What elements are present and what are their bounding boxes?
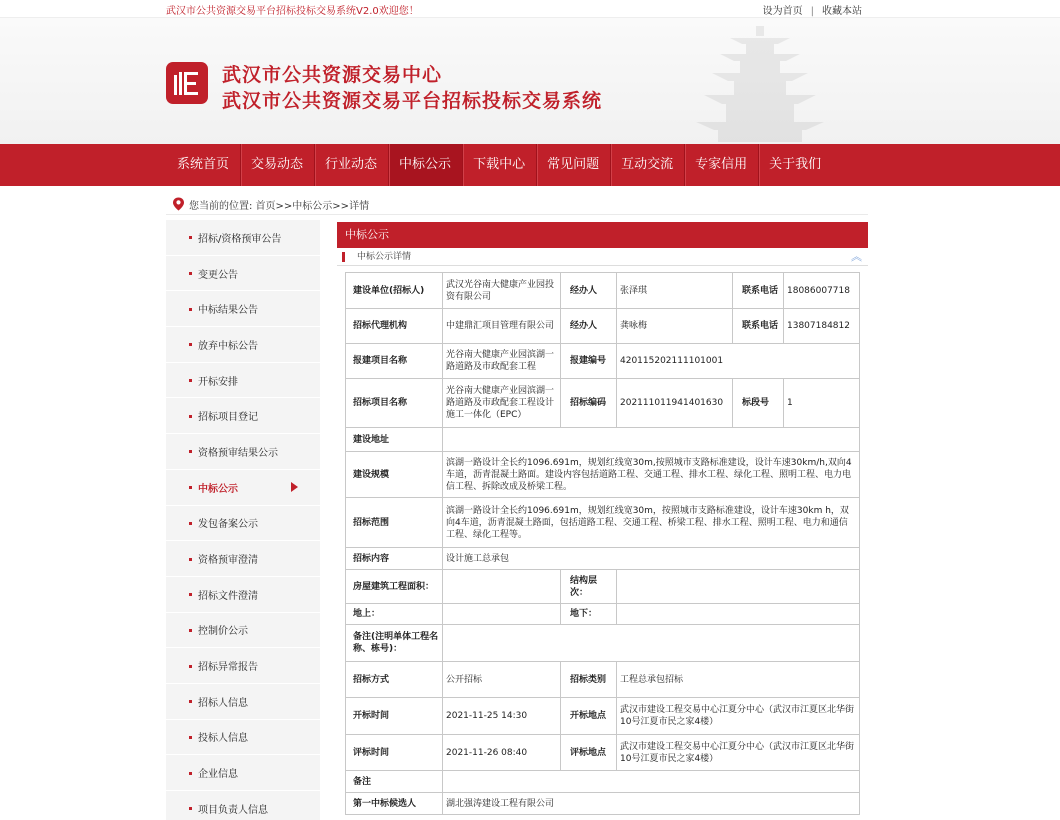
bullet-icon (189, 665, 192, 668)
nav-item[interactable]: 中标公示 (388, 144, 462, 186)
label-cell: 地下： (561, 604, 617, 625)
nav-item[interactable]: 关于我们 (758, 144, 832, 186)
sidebar-item[interactable] (166, 577, 320, 613)
table-row (346, 309, 860, 344)
sidebar-item-label: 发包备案公示 (198, 519, 258, 531)
sidebar-item[interactable] (166, 541, 320, 577)
value-cell: 中建鼎汇项目管理有限公司 (443, 309, 561, 344)
label-cell: 开标地点 (561, 698, 617, 735)
main-nav-items (166, 144, 832, 186)
label-cell: 联系电话 (733, 309, 784, 344)
sidebar-item[interactable] (166, 648, 320, 684)
sidebar (166, 220, 320, 820)
top-bar (0, 0, 1060, 18)
value-cell: 张泽琪 (617, 273, 733, 309)
sidebar-item-label: 放弃中标公告 (198, 340, 258, 352)
table-row (346, 452, 860, 498)
label-cell: 备注(注明单体工程名称、栋号)： (346, 625, 443, 662)
site-header (0, 18, 1060, 144)
table-row (346, 793, 860, 815)
value-cell (443, 625, 860, 662)
bullet-icon (189, 308, 192, 311)
bullet-icon (189, 236, 192, 239)
label-cell: 评标地点 (561, 735, 617, 771)
value-cell: 湖北强涛建设工程有限公司 (443, 793, 860, 815)
value-cell (617, 570, 860, 604)
breadcrumb-divider (166, 214, 868, 215)
table-row (346, 570, 860, 604)
table-row (346, 498, 860, 548)
label-cell: 备注 (346, 771, 443, 793)
sidebar-item-label: 招标人信息 (198, 697, 248, 709)
bullet-icon (189, 807, 192, 810)
set-home-link[interactable]: 设为首页 (762, 6, 803, 17)
sidebar-item-label: 变更公告 (198, 269, 238, 281)
sidebar-item-label: 资格预审澄清 (198, 555, 258, 567)
label-cell: 开标时间 (346, 698, 443, 735)
value-cell (443, 570, 561, 604)
table-row (346, 344, 860, 379)
label-cell: 建设地址 (346, 428, 443, 452)
bullet-icon (189, 450, 192, 453)
top-links (763, 2, 862, 17)
nav-item[interactable]: 互动交流 (610, 144, 684, 186)
main-nav (0, 144, 1060, 186)
nav-item[interactable]: 交易动态 (240, 144, 314, 186)
label-cell: 招标项目名称 (346, 379, 443, 428)
sidebar-item-label: 投标人信息 (198, 733, 248, 745)
value-cell: 设计施工总承包 (443, 548, 860, 570)
sidebar-item[interactable] (166, 720, 320, 756)
table-row (346, 771, 860, 793)
value-cell: 420115202111101001 (617, 344, 860, 379)
bullet-icon (189, 700, 192, 703)
value-cell: 工程总承包招标 (617, 662, 860, 698)
bullet-icon (189, 379, 192, 382)
label-cell: 招标类别 (561, 662, 617, 698)
label-cell: 招标编码 (561, 379, 617, 428)
main-content (337, 222, 868, 820)
welcome-text: 武汉市公共资源交易平台招标投标交易系统V2.0欢迎您！ (166, 6, 419, 17)
value-cell: 龚咏梅 (617, 309, 733, 344)
label-cell: 标段号 (733, 379, 784, 428)
sidebar-item-label: 企业信息 (198, 769, 238, 781)
label-cell: 经办人 (561, 309, 617, 344)
double-chevron-up-icon[interactable]: ︽ (851, 250, 862, 263)
value-cell (443, 428, 860, 452)
site-logo[interactable] (166, 62, 208, 104)
bullet-icon (189, 736, 192, 739)
sidebar-item[interactable] (166, 755, 320, 791)
active-arrow-icon (291, 482, 298, 492)
sidebar-item[interactable] (166, 327, 320, 363)
logo-mark-icon (172, 69, 202, 97)
label-cell: 建设规模 (346, 452, 443, 498)
sidebar-item-label: 开标安排 (198, 376, 238, 388)
sidebar-item-label: 招标异常报告 (198, 662, 258, 674)
nav-item[interactable]: 下载中心 (462, 144, 536, 186)
bullet-icon (189, 593, 192, 596)
location-pin-icon (172, 197, 185, 211)
sidebar-item[interactable] (166, 363, 320, 399)
sidebar-item[interactable] (166, 256, 320, 292)
sidebar-item[interactable] (166, 470, 320, 506)
bullet-icon (189, 486, 192, 489)
value-cell (617, 604, 860, 625)
bullet-icon (189, 629, 192, 632)
breadcrumb (172, 196, 369, 212)
value-cell: 1 (784, 379, 860, 428)
table-row (346, 548, 860, 570)
bullet-icon (189, 522, 192, 525)
bookmark-link[interactable]: 收藏本站 (822, 6, 862, 17)
label-cell: 经办人 (561, 273, 617, 309)
value-cell: 武汉市建设工程交易中心江夏分中心（武汉市江夏区北华街10号江夏市民之家4楼） (617, 735, 860, 771)
label-cell: 地上： (346, 604, 443, 625)
label-cell: 招标范围 (346, 498, 443, 548)
value-cell: 武汉光谷南大健康产业园投资有限公司 (443, 273, 561, 309)
breadcrumb-text: 您当前的位置: 首页>>中标公示>>详情 (189, 200, 370, 212)
sidebar-item[interactable] (166, 506, 320, 542)
table-row (346, 273, 860, 309)
sidebar-item[interactable] (166, 434, 320, 470)
label-cell: 报建项目名称 (346, 344, 443, 379)
label-cell: 招标方式 (346, 662, 443, 698)
subheading-marker (342, 252, 345, 262)
sidebar-item[interactable] (166, 684, 320, 720)
detail-table (345, 272, 860, 815)
sidebar-item[interactable] (166, 398, 320, 434)
sidebar-item-label: 招标文件澄清 (198, 590, 258, 602)
nav-item[interactable]: 系统首页 (177, 157, 230, 172)
value-cell: 2021-11-25 14:30 (443, 698, 561, 735)
sidebar-item[interactable] (166, 791, 320, 820)
table-row (346, 604, 860, 625)
label-cell: 第一中标候选人 (346, 793, 443, 815)
pagoda-watermark-icon (690, 24, 830, 142)
table-row (346, 735, 860, 771)
bullet-icon (189, 343, 192, 346)
label-cell: 报建编号 (561, 344, 617, 379)
value-cell: 13807184812 (784, 309, 860, 344)
sidebar-item[interactable] (166, 613, 320, 649)
value-cell: 公开招标 (443, 662, 561, 698)
nav-item[interactable]: 行业动态 (314, 144, 388, 186)
value-cell: 滨湖一路设计全长约1096.691m，规划红线宽30m,按照城市支路标准建设，设计车速30km/h,双向4车道，沥青混凝土路面。建设内容包括道路工程、交通工程、排水工程、绿化工程、照明工程、电力电信工程、拆除改成及桥梁工程。 (443, 452, 860, 498)
value-cell (443, 771, 860, 793)
bullet-icon (189, 772, 192, 775)
section-heading: 中标公示 (337, 222, 868, 248)
value-cell (443, 604, 561, 625)
top-links-separator: | (810, 6, 814, 17)
sidebar-item-label: 项目负责人信息 (198, 804, 268, 816)
label-cell: 联系电话 (733, 273, 784, 309)
sidebar-item-label: 招标项目登记 (198, 412, 258, 424)
bullet-icon (189, 558, 192, 561)
label-cell: 招标内容 (346, 548, 443, 570)
value-cell: 光谷南大健康产业园滨湖一路道路及市政配套工程设计施工一体化（EPC） (443, 379, 561, 428)
bullet-icon (189, 272, 192, 275)
label-cell: 评标时间 (346, 735, 443, 771)
sidebar-item-label: 控制价公示 (198, 626, 248, 638)
table-row (346, 625, 860, 662)
sidebar-item-label: 中标结果公告 (198, 305, 258, 317)
detail-subheading (337, 248, 868, 266)
label-cell: 招标代理机构 (346, 309, 443, 344)
value-cell: 武汉市建设工程交易中心江夏分中心（武汉市江夏区北华街10号江夏市民之家4楼） (617, 698, 860, 735)
table-row (346, 428, 860, 452)
label-cell: 房屋建筑工程面积： (346, 570, 443, 604)
nav-item[interactable]: 专家信用 (684, 144, 758, 186)
sidebar-item[interactable] (166, 220, 320, 256)
table-row (346, 662, 860, 698)
site-title-secondary: 武汉市公共资源交易平台招标投标交易系统 (222, 90, 603, 112)
site-title-primary: 武汉市公共资源交易中心 (222, 64, 443, 86)
sidebar-item-label: 资格预审结果公示 (198, 447, 278, 459)
table-row (346, 379, 860, 428)
value-cell: 滨湖一路设计全长约1096.691m，规划红线宽30m，按照城市支路标准建设，设计车速30km h，双向4车道，沥青混凝土路面，包括道路工程、交通工程、桥梁工程、排水工程、照明工程、电力和通信工程、绿化工程等。 (443, 498, 860, 548)
value-cell: 光谷南大健康产业园滨湖一路道路及市政配套工程 (443, 344, 561, 379)
sidebar-item-label: 招标/资格预审公告 (198, 233, 282, 245)
nav-item[interactable]: 常见问题 (536, 144, 610, 186)
value-cell: 2021-11-26 08:40 (443, 735, 561, 771)
sidebar-item-label: 中标公示 (198, 483, 238, 495)
subheading-label: 中标公示详情 (357, 252, 412, 262)
label-cell: 结构层次： (561, 570, 617, 604)
value-cell: 18086007718 (784, 273, 860, 309)
bullet-icon (189, 415, 192, 418)
label-cell: 建设单位(招标人) (346, 273, 443, 309)
sidebar-item[interactable] (166, 291, 320, 327)
table-row (346, 698, 860, 735)
value-cell: 202111011941401630 (617, 379, 733, 428)
